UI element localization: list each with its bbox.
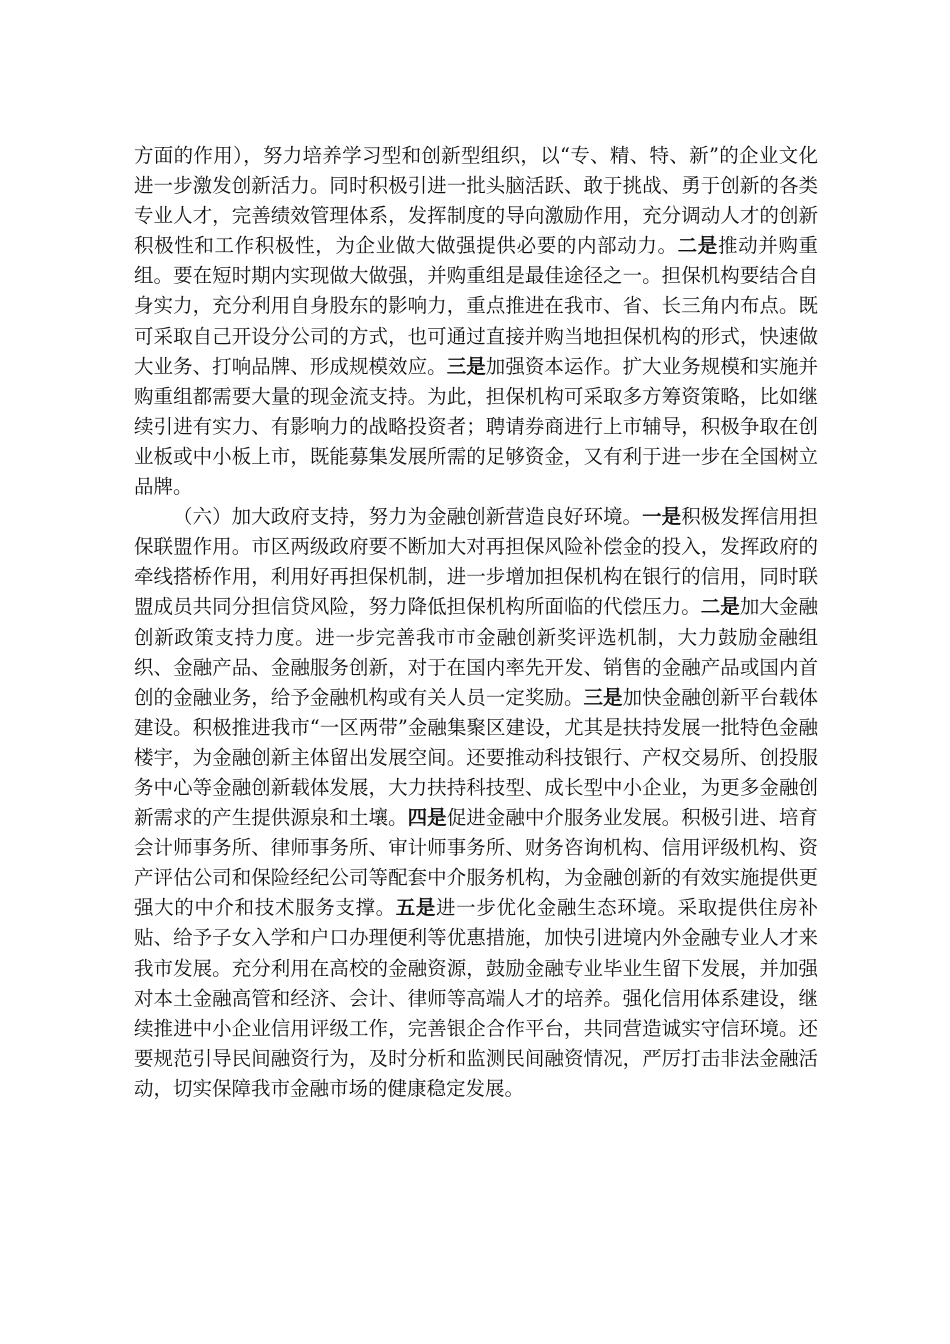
text-run: 进一步优化金融生态环境。采取提供住房补贴、给予子女入学和户口办理便利等优惠措施，加快引进境内外金融专业人才来我市发展。充分利用在高校的金融资源，鼓励金融专业毕业生留下发展，并加强对本土金融高管和经济、会计、律师等高端人才的培养。强化信用体系建设，继续推进中小企业信用评级工作，完善银企合作平台，共同营造诚实守信环境。还要规范引导民间融资行为，及时分析和监测民间融资情况，严厉打击非法金融活动，切实保障我市金融市场的健康稳定发展。 [134, 896, 818, 1100]
paragraph-1 [134, 141, 818, 502]
text-run: 积极发挥信用担保联盟作用。市区两级政府要不断加大对再担保风险补偿金的投入，发挥政府的牵线搭桥作用，利用好再担保机制，进一步增加担保机构在银行的信用，同时联盟成员共同分担信贷风险，努力降低担保机构所面临的代偿压力。 [134, 505, 818, 619]
text-run: 方面的作用），努力培养学习型和创新型组织，以“专、精、特、新”的企业文化进一步激发创新活力。同时积极引进一批头脑活跃、敢于挑战、勇于创新的各类专业人才，完善绩效管理体系，发挥制度的导向激励作用，充分调动人才的创新积极性和工作积极性，为企业做大做强提供必要的内部动力。 [134, 144, 818, 258]
text-run: 加快金融创新平台载体建设。积极推进我市“一区两带”金融集聚区建设，尤其是扶持发展一批特色金融楼宇，为金融创新主体留出发展空间。还要推动科技银行、产权交易所、创投服务中心等金融创新载体发展，大力扶持科技型、成长型中小企业，为更多金融创新需求的产生提供源泉和土壤。 [134, 685, 818, 830]
text-run: 促进金融中介服务业发展。积极引进、培育会计师事务所、律师事务所、审计师事务所、财务咨询机构、信用评级机构、资产评估公司和保险经纪公司等配套中介服务机构，为金融创新的有效实施提供更强大的中介和技术服务支撑。 [134, 806, 818, 920]
text-run-bold: 二是 [700, 595, 740, 619]
paragraph-2 [134, 502, 818, 1104]
text-run-bold: 二是 [677, 234, 718, 258]
text-run-bold: 四是 [407, 806, 447, 830]
text-run-bold: 一是 [642, 505, 682, 529]
text-run: 推动并购重组。要在短时期内实现做大做强，并购重组是最佳途径之一。担保机构要结合自身实力，充分利用自身股东的影响力，重点推进在我市、省、长三角内布点。既可采取自己开设分公司的方式，也可通过直接并购当地担保机构的形式，快速做大业务、打响品牌、形成规模效应。 [134, 234, 818, 378]
text-run-bold: 三是 [446, 354, 486, 378]
text-run-bold: 三是 [583, 685, 623, 709]
text-run-bold: 五是 [395, 896, 437, 920]
text-run: 加大金融创新政策支持力度。进一步完善我市市金融创新奖评选机制，大力鼓励金融组织、金融产品、金融服务创新，对于在国内率先开发、销售的金融产品或国内首创的金融业务，给予金融机构或有关人员一定奖励。 [134, 595, 818, 709]
body-text [134, 141, 818, 1104]
text-run: 加强资本运作。扩大业务规模和实施并购重组都需要大量的现金流支持。为此，担保机构可采取多方筹资策略，比如继续引进有实力、有影响力的战略投资者；聘请券商进行上市辅导，积极争取在创业板或中小板上市，既能募集发展所需的足够资金，又有利于进一步在全国树立品牌。 [134, 354, 818, 499]
section-heading: （六）加大政府支持，努力为金融创新营造良好环境。 [173, 505, 643, 529]
